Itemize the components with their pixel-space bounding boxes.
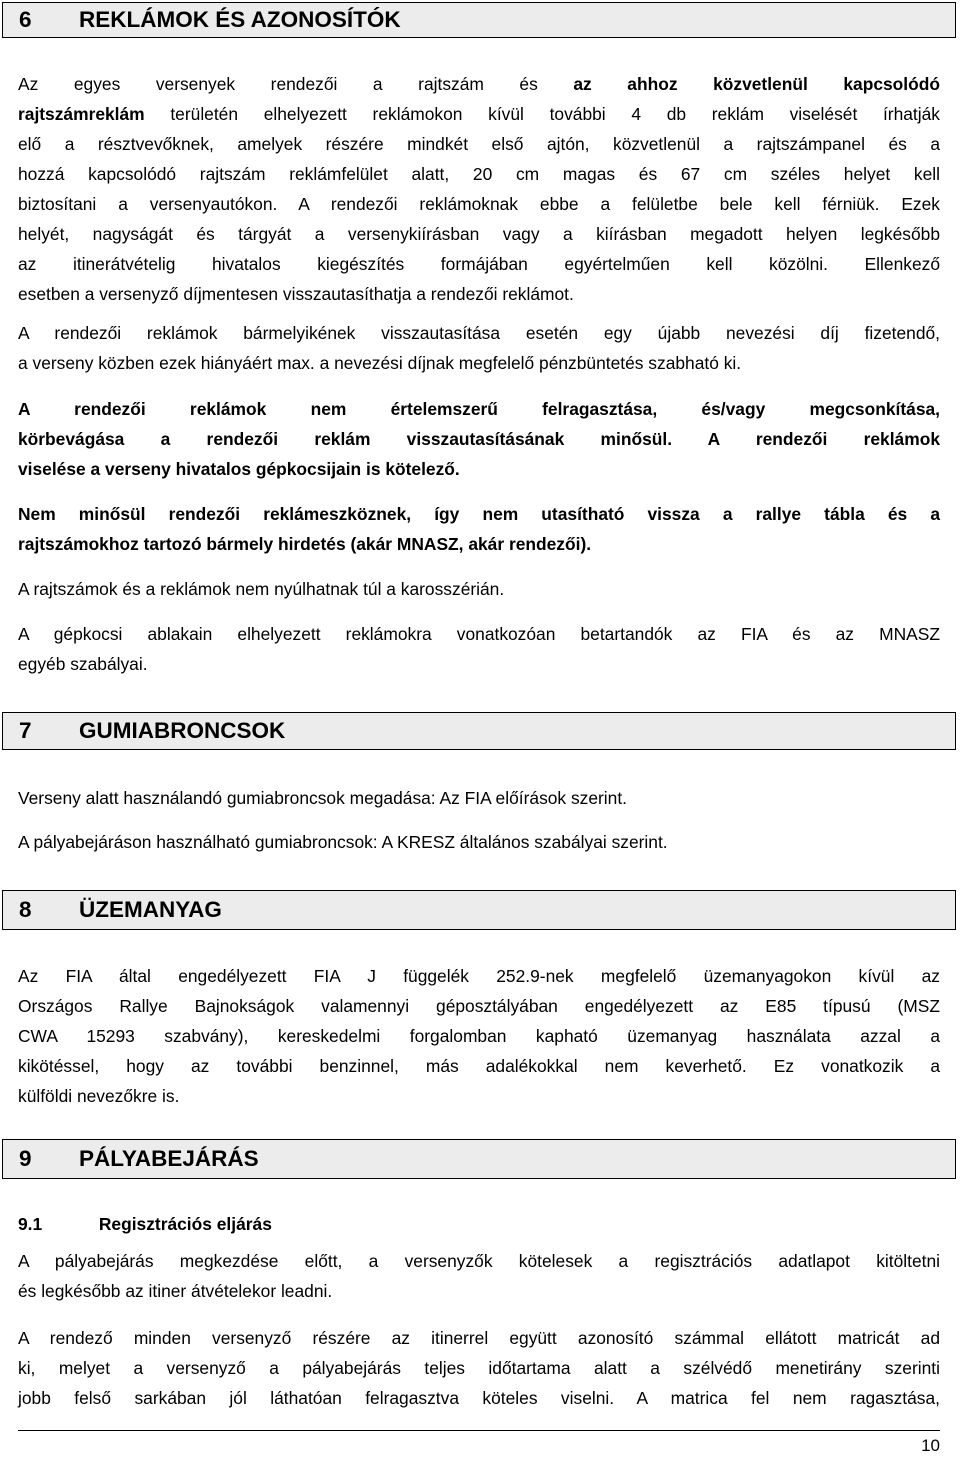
text-line: CWA 15293 szabvány), kereskedelmi forgalomban kapható üzemanyag használata azzal a <box>18 1026 940 1046</box>
subsection-number: 9.1 <box>18 1214 43 1234</box>
paragraph-race-tyres <box>18 783 940 813</box>
paragraph-ads-rules <box>18 69 940 309</box>
text-line: Nem minősül rendezői reklámeszköznek, így nem utasítható vissza a rallye tábla és a <box>18 504 940 524</box>
paragraph-fuel <box>18 961 940 1111</box>
text-line: külföldi nevezőkre is. <box>18 1086 180 1106</box>
paragraph-not-ads <box>18 499 940 559</box>
section-number: 9 <box>19 1145 32 1171</box>
subsection-heading-9-1 <box>18 1209 272 1239</box>
paragraph-registration <box>18 1246 940 1306</box>
text-line: a verseny közben ezek hiányáért max. a nevezési díjnak megfelelő pénzbüntetés szabható ki. <box>18 353 742 373</box>
text-line: A rendezői reklámok bármelyikének visszautasítása esetén egy újabb nevezési díj fizetendő, <box>18 323 940 343</box>
text-line: ki, melyet a versenyző a pályabejárás teljes időtartama alatt a szélvédő menetirány szerinti <box>18 1358 940 1378</box>
text-line: egyéb szabályai. <box>18 654 148 674</box>
section-heading-7 <box>2 712 956 750</box>
section-title: GUMIABRONCSOK <box>79 717 286 743</box>
section-title: REKLÁMOK ÉS AZONOSÍTÓK <box>79 6 401 32</box>
text-line: A rendező minden versenyző részére az itinerrel együtt azonosító számmal ellátott matricát ad <box>18 1328 940 1348</box>
section-heading-9 <box>2 1139 956 1179</box>
paragraph-ads-mandatory <box>18 394 940 484</box>
page-number: 10 <box>921 1436 940 1455</box>
text-line: elő a résztvevőknek, amelyek részére mindkét első ajtón, közvetlenül a rajtszámpanel és a <box>18 134 940 154</box>
section-heading-8 <box>2 890 956 930</box>
section-number: 6 <box>19 6 32 32</box>
paragraph-bodywork <box>18 574 940 604</box>
paragraph-window-ads <box>18 619 940 679</box>
paragraph-sticker <box>18 1323 940 1413</box>
text-line: kikötéssel, hogy az további benzinnel, más adalékokkal nem keverhető. Ez vonatkozik a <box>18 1056 940 1076</box>
text-line: hozzá kapcsolódó rajtszám reklámfelület alatt, 20 cm magas és 67 cm széles helyet kell <box>18 164 940 184</box>
paragraph-recce-tyres <box>18 827 940 857</box>
text-line: és legkésőbb az itiner átvételekor leadni. <box>18 1281 333 1301</box>
text-line: rajtszámreklám területén elhelyezett reklámokon kívül további 4 db reklám viselését írhatják <box>18 104 940 124</box>
subsection-title: Regisztrációs eljárás <box>98 1214 272 1234</box>
footer-divider <box>18 1430 940 1431</box>
text-line: A rendezői reklámok nem értelemszerű felragasztása, és/vagy megcsonkítása, <box>18 399 940 419</box>
text-line: A gépkocsi ablakain elhelyezett reklámokra vonatkozóan betartandók az FIA és az MNASZ <box>18 624 940 644</box>
text-line: Az FIA által engedélyezett FIA J függelék 252.9-nek megfelelő üzemanyagokon kívül az <box>18 966 940 986</box>
text-line: Verseny alatt használandó gumiabroncsok megadása: Az FIA előírások szerint. <box>18 788 628 808</box>
text-line: A pályabejárás megkezdése előtt, a versenyzők kötelesek a regisztrációs adatlapot kitöltetni <box>18 1251 940 1271</box>
text-line: az itinerátvételig hivatalos kiegészítés formájában egyértelműen kell közölni. Ellenkező <box>18 254 940 274</box>
text-line: jobb felső sarkában jól láthatóan felragasztva köteles viselni. A matrica fel nem ragasztása, <box>18 1388 940 1408</box>
text-line: rajtszámokhoz tartozó bármely hirdetés (akár MNASZ, akár rendezői). <box>18 534 592 554</box>
text-line: A rajtszámok és a reklámok nem nyúlhatnak túl a karosszérián. <box>18 579 505 599</box>
text-line: esetben a versenyző díjmentesen visszautasíthatja a rendezői reklámot. <box>18 284 574 304</box>
text-line: A pályabejáráson használható gumiabroncsok: A KRESZ általános szabályai szerint. <box>18 832 668 852</box>
text-line: körbevágása a rendezői reklám visszautasításának minősül. A rendezői reklámok <box>18 429 940 449</box>
section-title: ÜZEMANYAG <box>79 896 222 922</box>
paragraph-refusal-fee <box>18 318 940 378</box>
section-heading-6 <box>2 2 956 38</box>
section-number: 8 <box>19 896 32 922</box>
text-line: viselése a verseny hivatalos gépkocsijain is kötelező. <box>18 459 460 479</box>
text-line: Országos Rallye Bajnokságok valamennyi géposztályában engedélyezett az E85 típusú (MSZ <box>18 996 940 1016</box>
text-line: Az egyes versenyek rendezői a rajtszám és az ahhoz közvetlenül kapcsolódó <box>18 74 940 94</box>
section-number: 7 <box>19 717 32 743</box>
text-line: biztosítani a versenyautókon. A rendezői reklámoknak ebbe a felületbe bele kell férniük. Ezek <box>18 194 940 214</box>
section-title: PÁLYABEJÁRÁS <box>79 1145 259 1171</box>
text-line: helyét, nagyságát és tárgyát a versenykiírásban vagy a kiírásban megadott helyen legkésőbb <box>18 224 940 244</box>
